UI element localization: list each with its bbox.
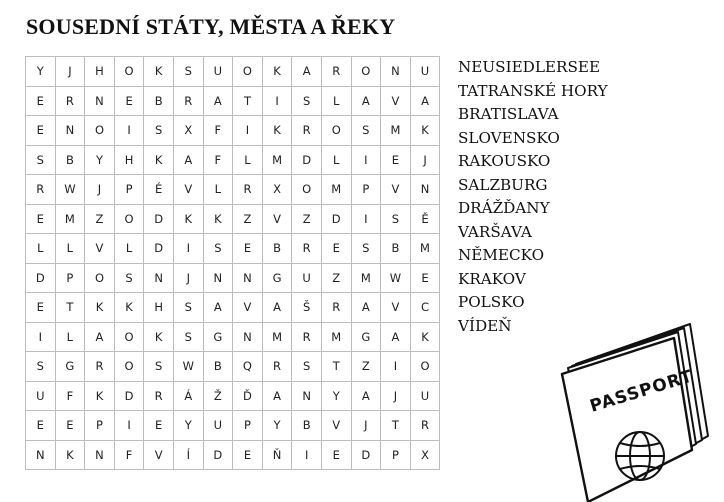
grid-cell: O — [351, 57, 381, 87]
grid-cell: M — [55, 204, 85, 234]
grid-cell: J — [410, 145, 440, 175]
grid-cell: Z — [351, 352, 381, 382]
grid-cell: K — [85, 293, 115, 323]
word-list-item: TATRANSKÉ HORY — [458, 81, 608, 100]
grid-cell: J — [85, 175, 115, 205]
grid-cell: O — [114, 322, 144, 352]
grid-cell: L — [55, 234, 85, 264]
grid-cell: Š — [292, 293, 322, 323]
grid-cell: V — [173, 175, 203, 205]
grid-cell: V — [144, 440, 174, 470]
grid-cell: D — [26, 263, 56, 293]
grid-cell: A — [351, 293, 381, 323]
word-list-item: RAKOUSKO — [458, 152, 551, 170]
grid-cell: R — [85, 352, 115, 382]
word-list-item: SLOVENSKO — [458, 128, 560, 147]
grid-cell: U — [410, 381, 440, 411]
grid-cell: S — [173, 293, 203, 323]
grid-cell: R — [292, 322, 322, 352]
grid-cell: W — [55, 175, 85, 205]
grid-row — [26, 57, 440, 87]
grid-cell: R — [144, 381, 174, 411]
grid-cell: D — [144, 204, 174, 234]
grid-cell: E — [233, 440, 263, 470]
grid-cell: L — [203, 175, 233, 205]
grid-row — [26, 145, 440, 175]
grid-cell: I — [351, 204, 381, 234]
grid-cell: S — [173, 57, 203, 87]
grid-cell: S — [173, 322, 203, 352]
grid-cell: U — [292, 263, 322, 293]
grid-cell: Á — [173, 381, 203, 411]
grid-cell: L — [321, 145, 351, 175]
grid-cell: R — [262, 352, 292, 382]
grid-cell: F — [114, 440, 144, 470]
grid-cell: I — [114, 116, 144, 146]
grid-cell: J — [55, 57, 85, 87]
page-title: SOUSEDNÍ STÁTY, MĚSTA A ŘEKY — [26, 14, 396, 39]
grid-cell: O — [114, 204, 144, 234]
grid-cell: A — [262, 293, 292, 323]
grid-cell: N — [26, 440, 56, 470]
word-list-item: BRATISLAVA — [458, 105, 559, 123]
grid-cell: E — [321, 440, 351, 470]
grid-row — [26, 440, 440, 470]
grid-cell: H — [85, 57, 115, 87]
grid-row — [26, 116, 440, 146]
grid-cell: R — [173, 86, 203, 116]
grid-cell: K — [410, 322, 440, 352]
grid-cell: J — [351, 411, 381, 441]
grid-cell: A — [381, 322, 411, 352]
grid-cell: D — [114, 381, 144, 411]
grid-cell: I — [381, 352, 411, 382]
grid-cell: O — [410, 352, 440, 382]
grid-cell: B — [144, 86, 174, 116]
grid-cell: Y — [26, 57, 56, 87]
passport-label: PASSPORT — [587, 366, 696, 417]
grid-cell: I — [114, 411, 144, 441]
grid-cell: P — [351, 175, 381, 205]
grid-cell: L — [233, 145, 263, 175]
grid-row — [26, 381, 440, 411]
grid-cell: V — [233, 293, 263, 323]
word-list — [458, 56, 608, 338]
grid-row — [26, 204, 440, 234]
grid-cell: N — [410, 175, 440, 205]
grid-cell: Z — [321, 263, 351, 293]
grid-cell: M — [262, 322, 292, 352]
word-list-item: VÍDEŇ — [458, 316, 512, 335]
grid-cell: Y — [321, 381, 351, 411]
grid-cell: P — [85, 411, 115, 441]
grid-cell: G — [351, 322, 381, 352]
grid-cell: W — [381, 263, 411, 293]
grid-cell: E — [26, 411, 56, 441]
grid-cell: O — [85, 263, 115, 293]
grid-cell: Z — [85, 204, 115, 234]
grid-cell: U — [203, 411, 233, 441]
grid-cell: M — [381, 116, 411, 146]
grid-cell: T — [321, 352, 351, 382]
grid-cell: M — [410, 234, 440, 264]
grid-cell: H — [144, 293, 174, 323]
grid-row — [26, 322, 440, 352]
grid-cell: S — [144, 116, 174, 146]
grid-cell: X — [262, 175, 292, 205]
grid-cell: E — [410, 263, 440, 293]
word-list-item: SALZBURG — [458, 175, 548, 194]
grid-cell: R — [321, 57, 351, 87]
grid-cell: N — [55, 116, 85, 146]
grid-cell: M — [351, 263, 381, 293]
grid-cell: K — [85, 381, 115, 411]
grid-cell: F — [55, 381, 85, 411]
grid-cell: B — [262, 234, 292, 264]
grid-cell: N — [233, 263, 263, 293]
grid-cell: O — [114, 352, 144, 382]
grid-cell: R — [233, 175, 263, 205]
grid-cell: N — [85, 440, 115, 470]
grid-cell: Ž — [203, 381, 233, 411]
grid-cell: A — [351, 381, 381, 411]
grid-cell: Z — [233, 204, 263, 234]
grid-cell: E — [26, 293, 56, 323]
grid-cell: S — [351, 234, 381, 264]
grid-cell: K — [55, 440, 85, 470]
grid-cell: I — [351, 145, 381, 175]
grid-cell: X — [410, 440, 440, 470]
grid-cell: K — [203, 204, 233, 234]
grid-cell: S — [351, 116, 381, 146]
grid-cell: A — [85, 322, 115, 352]
word-list-item: KRAKOV — [458, 269, 526, 288]
grid-cell: D — [292, 145, 322, 175]
grid-cell: Y — [85, 145, 115, 175]
grid-row — [26, 411, 440, 441]
grid-cell: E — [144, 411, 174, 441]
grid-cell: P — [233, 411, 263, 441]
grid-cell: R — [292, 234, 322, 264]
grid-cell: C — [410, 293, 440, 323]
grid-cell: T — [381, 411, 411, 441]
grid-cell: Ň — [262, 440, 292, 470]
word-list-item: DRÁŽĎANY — [458, 199, 550, 217]
grid-cell: S — [114, 263, 144, 293]
grid-cell: B — [203, 352, 233, 382]
grid-cell: E — [26, 86, 56, 116]
grid-cell: Y — [173, 411, 203, 441]
grid-cell: N — [203, 263, 233, 293]
grid-cell: E — [26, 204, 56, 234]
grid-cell: V — [262, 204, 292, 234]
grid-cell: V — [85, 234, 115, 264]
grid-cell: A — [262, 381, 292, 411]
grid-cell: R — [410, 411, 440, 441]
grid-cell: G — [203, 322, 233, 352]
grid-cell: I — [26, 322, 56, 352]
grid-cell: S — [381, 204, 411, 234]
grid-cell: O — [114, 57, 144, 87]
grid-cell: A — [351, 86, 381, 116]
grid-cell: D — [144, 234, 174, 264]
grid-cell: P — [381, 440, 411, 470]
grid-cell: Z — [292, 204, 322, 234]
grid-cell: O — [233, 57, 263, 87]
grid-cell: V — [381, 175, 411, 205]
grid-cell: R — [55, 86, 85, 116]
grid-cell: A — [203, 86, 233, 116]
grid-cell: U — [410, 57, 440, 87]
grid-cell: X — [173, 116, 203, 146]
grid-cell: N — [85, 86, 115, 116]
grid-cell: R — [26, 175, 56, 205]
grid-cell: K — [114, 293, 144, 323]
grid-cell: T — [233, 86, 263, 116]
grid-cell: M — [321, 175, 351, 205]
grid-cell: S — [203, 234, 233, 264]
grid-cell: P — [114, 175, 144, 205]
grid-cell: D — [351, 440, 381, 470]
grid-cell: L — [55, 322, 85, 352]
grid-cell: N — [292, 381, 322, 411]
grid-row — [26, 86, 440, 116]
grid-cell: F — [203, 116, 233, 146]
grid-cell: S — [26, 145, 56, 175]
grid-cell: E — [321, 234, 351, 264]
grid-cell: V — [321, 411, 351, 441]
grid-cell: L — [114, 234, 144, 264]
word-list-item: NEUSIEDLERSEE — [458, 58, 601, 76]
grid-cell: N — [381, 57, 411, 87]
grid-cell: I — [262, 86, 292, 116]
grid-cell: M — [262, 145, 292, 175]
grid-row — [26, 175, 440, 205]
grid-row — [26, 293, 440, 323]
grid-cell: B — [55, 145, 85, 175]
grid-cell: V — [381, 293, 411, 323]
grid-cell: M — [321, 322, 351, 352]
word-list-item: NĚMECKO — [458, 246, 545, 264]
grid-cell: S — [292, 86, 322, 116]
grid-cell: U — [26, 381, 56, 411]
grid-cell: E — [381, 145, 411, 175]
grid-cell: I — [173, 234, 203, 264]
grid-cell: D — [203, 440, 233, 470]
grid-cell: K — [262, 116, 292, 146]
grid-cell: P — [55, 263, 85, 293]
grid-cell: T — [55, 293, 85, 323]
grid-cell: O — [321, 116, 351, 146]
grid-cell: E — [233, 234, 263, 264]
grid-cell: R — [292, 116, 322, 146]
grid-cell: D — [321, 204, 351, 234]
grid-cell: Í — [173, 440, 203, 470]
grid-cell: K — [144, 322, 174, 352]
grid-cell: K — [410, 116, 440, 146]
grid-cell: A — [410, 86, 440, 116]
grid-cell: Ě — [410, 204, 440, 234]
grid-cell: L — [321, 86, 351, 116]
grid-cell: L — [26, 234, 56, 264]
grid-cell: N — [233, 322, 263, 352]
grid-cell: A — [173, 145, 203, 175]
grid-cell: G — [55, 352, 85, 382]
grid-cell: K — [144, 57, 174, 87]
grid-cell: A — [292, 57, 322, 87]
grid-cell: E — [55, 411, 85, 441]
grid-cell: K — [144, 145, 174, 175]
grid-cell: S — [144, 352, 174, 382]
grid-cell: O — [292, 175, 322, 205]
grid-cell: U — [203, 57, 233, 87]
grid-cell: H — [114, 145, 144, 175]
grid-cell: B — [381, 234, 411, 264]
grid-cell: J — [381, 381, 411, 411]
grid-cell: E — [26, 116, 56, 146]
grid-cell: I — [292, 440, 322, 470]
grid-cell: K — [173, 204, 203, 234]
grid-cell: W — [173, 352, 203, 382]
grid-cell: Q — [233, 352, 263, 382]
grid-cell: S — [292, 352, 322, 382]
grid-cell: I — [233, 116, 263, 146]
grid-cell: Y — [262, 411, 292, 441]
grid-row — [26, 263, 440, 293]
passport-illustration — [558, 316, 724, 502]
grid-row — [26, 352, 440, 382]
grid-cell: K — [262, 57, 292, 87]
grid-cell: E — [114, 86, 144, 116]
grid-cell: G — [262, 263, 292, 293]
grid-cell: R — [321, 293, 351, 323]
grid-cell: F — [203, 145, 233, 175]
grid-cell: É — [144, 175, 174, 205]
grid-cell: O — [85, 116, 115, 146]
grid-cell: S — [26, 352, 56, 382]
word-list-item: VARŠAVA — [458, 222, 532, 241]
grid-cell: B — [292, 411, 322, 441]
grid-cell: A — [203, 293, 233, 323]
letter-grid — [25, 56, 440, 470]
grid-cell: N — [144, 263, 174, 293]
word-list-item: POLSKO — [458, 293, 525, 311]
grid-row — [26, 234, 440, 264]
grid-cell: V — [381, 86, 411, 116]
grid-cell: J — [173, 263, 203, 293]
grid-cell: Ď — [233, 381, 263, 411]
